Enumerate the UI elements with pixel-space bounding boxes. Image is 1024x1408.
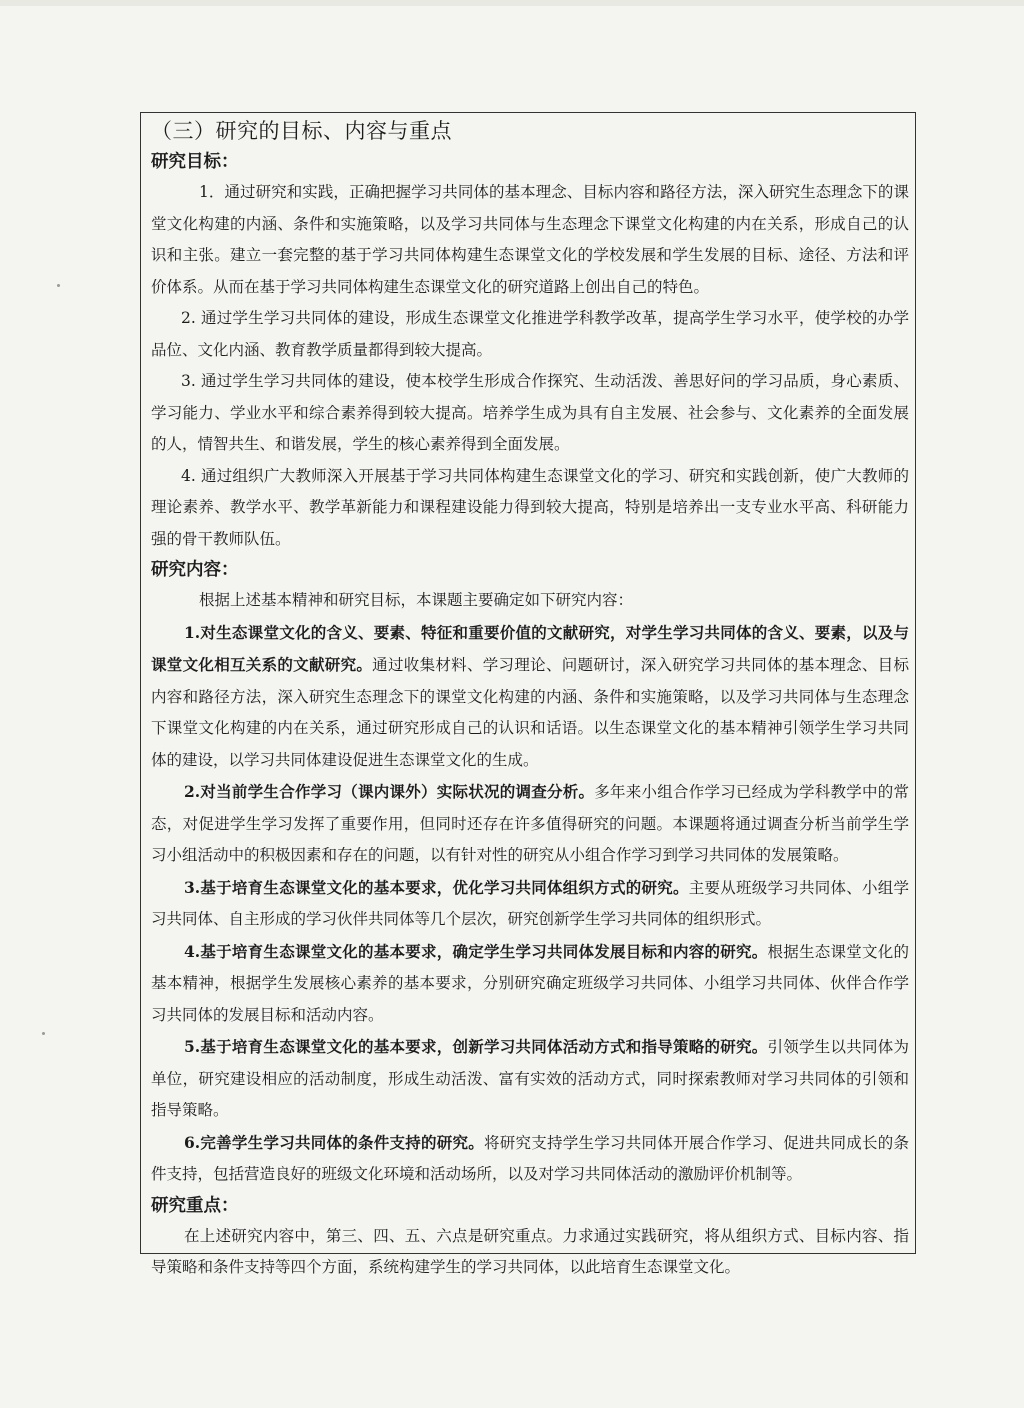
goal-item: 2. 通过学生学习共同体的建设，形成生态课堂文化推进学科教学改革，提高学生学习水平，使学校的办学品位、文化内涵、教育教学质量都得到较大提高。 bbox=[151, 309, 909, 359]
focus-text: 在上述研究内容中，第三、四、五、六点是研究重点。力求通过实践研究，将从组织方式、目标内容、指导策略和条件支持等四个方面，系统构建学生的学习共同体，以此培育生态课堂文化。 bbox=[151, 1226, 909, 1276]
goals-heading: 研究目标： bbox=[151, 152, 239, 172]
content-item bbox=[151, 1127, 909, 1191]
content-item-title: 2.对当前学生合作学习（课内课外）实际状况的调查分析。 bbox=[184, 782, 595, 801]
content-item-title: 3.基于培育生态课堂文化的基本要求，优化学习共同体组织方式的研究。 bbox=[184, 877, 689, 897]
content-item bbox=[151, 1031, 909, 1127]
content-item-text: 多年来小组合作学习已经成为学科教学中的常态，对促进学生学习发挥了重要作用，但同时还存在许多值得研究的问题。本课题将通过调查分析当前学生学习小组活动中的积极因素和存在的问题，以有针对性的研究从小组合作学习到学习共同体的发展策略。 bbox=[151, 783, 909, 864]
document-frame bbox=[140, 112, 916, 1276]
content-item bbox=[151, 617, 909, 777]
content-item-title: 4.基于培育生态课堂文化的基本要求，确定学生学习共同体发展目标和内容的研究。 bbox=[184, 941, 768, 961]
scan-speck bbox=[42, 1032, 45, 1035]
content-item-text: 引领学生以共同体为单位，研究建设相应的活动制度，形成生动活泼、富有实效的活动方式，同时探索教师对学习共同体的引领和指导策略。 bbox=[151, 1038, 909, 1119]
goal-item: 4. 通过组织广大教师深入开展基于学习共同体构建生态课堂文化的学习、研究和实践创新，使广大教师的理论素养、教学水平、教学革新能力和课程建设能力得到较大提高，特别是培养出一支专业水平高、科研能力强的骨干教师队伍。 bbox=[151, 466, 909, 548]
content-item bbox=[151, 776, 909, 872]
content-item-text: 根据生态课堂文化的基本精神，根据学生发展核心素养的基本要求，分别研究确定班级学习共同体、小组学习共同体、伙伴合作学习共同体的发展目标和活动内容。 bbox=[151, 942, 909, 1024]
section-title: （三）研究的目标、内容与重点 bbox=[151, 119, 452, 143]
goal-item: 3. 通过学生学习共同体的建设，使本校学生形成合作探究、生动活泼、善思好问的学习品质，身心素质、学习能力、学业水平和综合素养得到较大提高。培养学生成为具有自主发展、社会参与、文化素养的全面发展的人，情智共生、和谐发展，学生的核心素养得到全面发展。 bbox=[151, 372, 909, 453]
content-item-title: 5.基于培育生态课堂文化的基本要求，创新学习共同体活动方式和指导策略的研究。 bbox=[184, 1037, 768, 1056]
content-item-title: 6.完善学生学习共同体的条件支持的研究。 bbox=[184, 1132, 484, 1152]
content-heading: 研究内容： bbox=[151, 560, 239, 580]
content-item bbox=[151, 872, 909, 936]
scan-edge bbox=[0, 0, 1024, 6]
content-intro: 根据上述基本精神和研究目标，本课题主要确定如下研究内容： bbox=[199, 591, 634, 609]
scan-speck bbox=[57, 284, 60, 287]
content-item-text: 通过收集材料、学习理论、问题研讨，深入研究学习共同体的基本理念、目标内容和路径方法，深入研究生态理念下的课堂文化构建的内涵、条件和实施策略，以及学习共同体与生态理念下课堂文化构建的内在关系，通过研究形成自己的认识和话语。以生态课堂文化的基本精神引领学生学习共同体的建设，以学习共同体建设促进生态课堂文化的生成。 bbox=[151, 656, 909, 769]
content-item-text: 将研究支持学生学习共同体开展合作学习、促进共同成长的条件支持，包括营造良好的班级文化环境和活动场所，以及对学习共同体活动的激励评价机制等。 bbox=[151, 1133, 909, 1183]
goal-item: 1．通过研究和实践，正确把握学习共同体的基本理念、目标内容和路径方法，深入研究生态理念下的课堂文化构建的内涵、条件和实施策略，以及学习共同体与生态理念下课堂文化构建的内在关系，形成自己的认识和主张。建立一套完整的基于学习共同体构建生态课堂文化的学校发展和学生发展的目标、途径、方法和评价体系。从而在基于学习共同体构建生态课堂文化的研究道路上创出自己的特色。 bbox=[151, 183, 909, 296]
content-item-title: 1.对生态课堂文化的含义、要素、特征和重要价值的文献研究，对学生学习共同体的含义、要素，以及与课堂文化相互关系的文献研究。 bbox=[151, 622, 909, 674]
focus-heading: 研究重点： bbox=[151, 1195, 239, 1216]
content-item bbox=[151, 936, 909, 1032]
content-item-text: 主要从班级学习共同体、小组学习共同体、自主形成的学习伙伴共同体等几个层次，研究创新学生学习共同体的组织形式。 bbox=[151, 878, 909, 928]
